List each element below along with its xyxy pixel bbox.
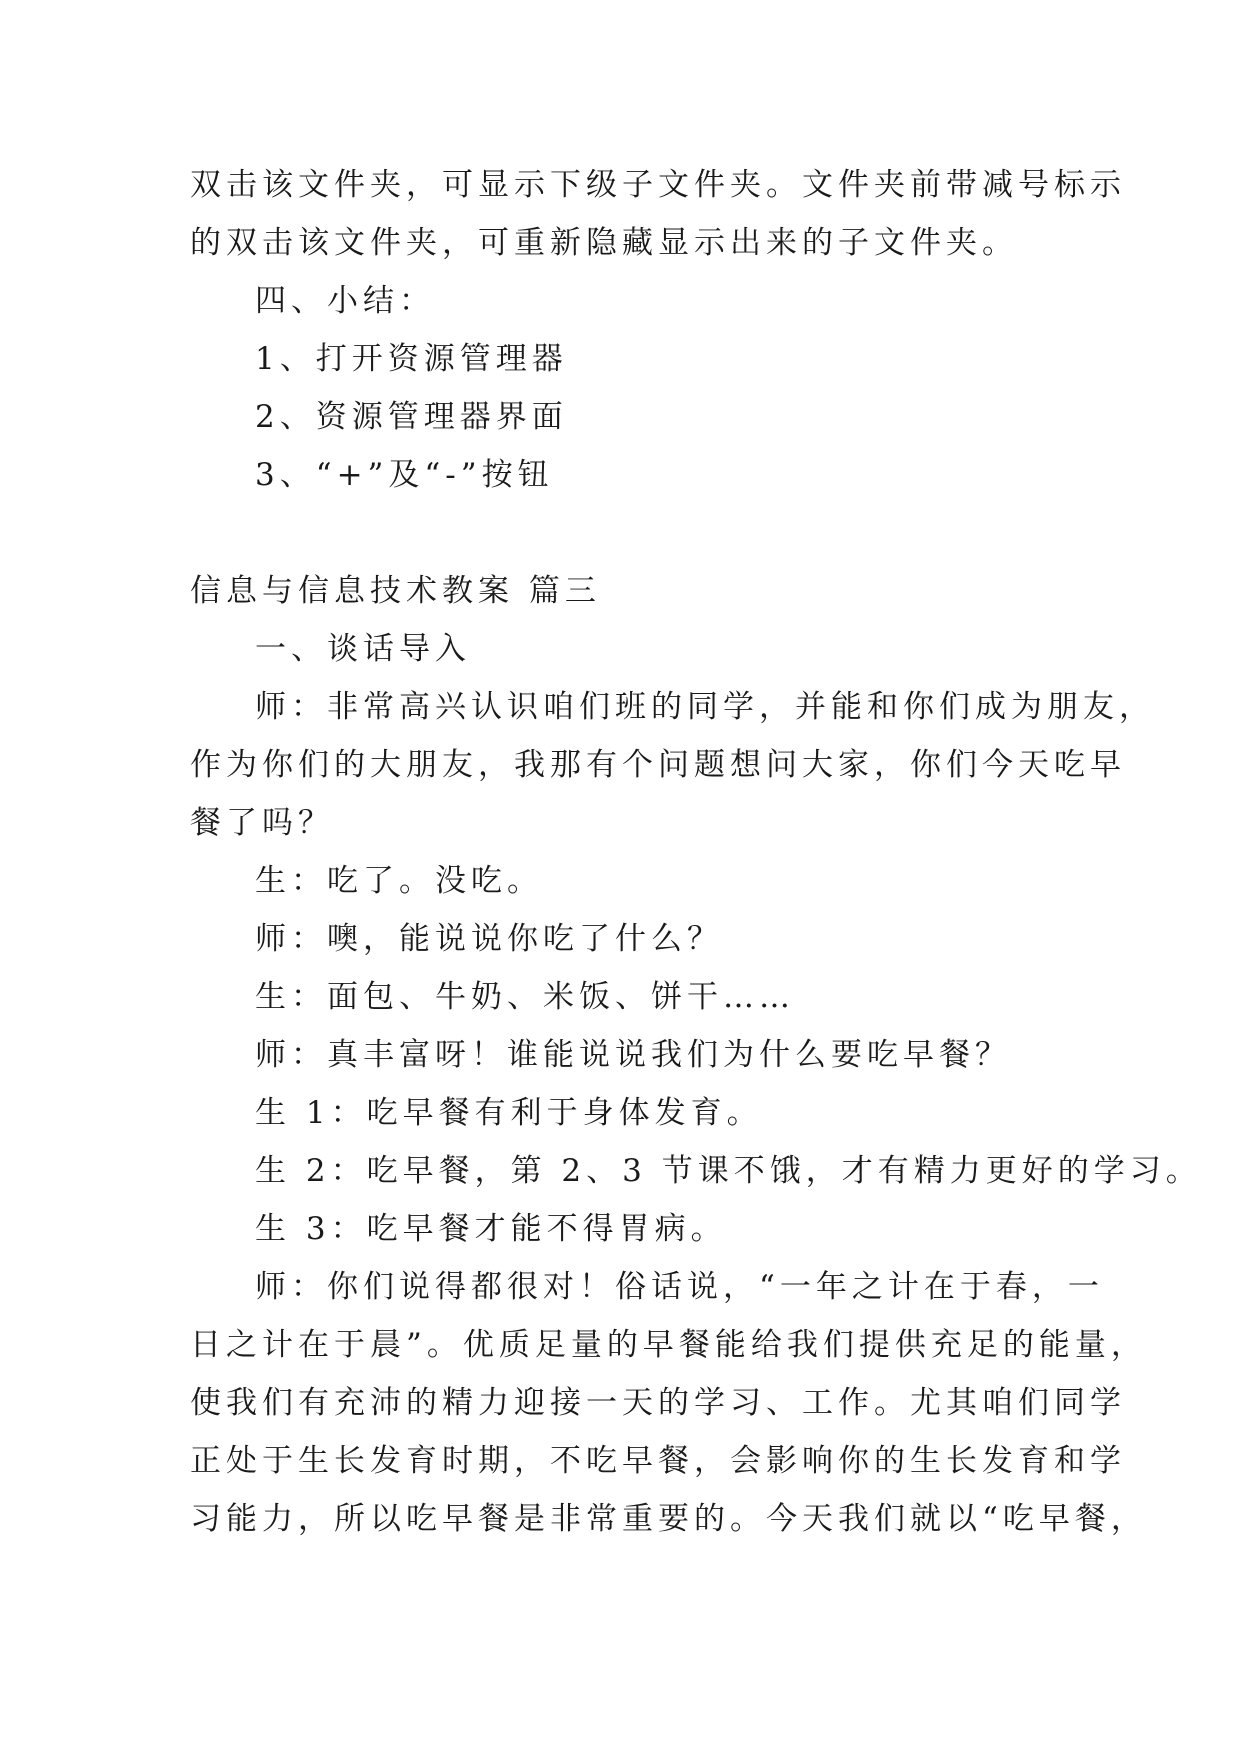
list-item: 1、打开资源管理器 [255, 341, 568, 377]
dialogue-line: 生 1：吃早餐有利于身体发育。 [255, 1095, 763, 1131]
paragraph-line: 师：非常高兴认识咱们班的同学，并能和你们成为朋友， [255, 689, 1155, 725]
paragraph-line: 的双击该文件夹，可重新隐藏显示出来的子文件夹。 [190, 225, 1018, 261]
paragraph-line: 餐了吗？ [190, 805, 334, 841]
dialogue-line: 师：噢，能说说你吃了什么？ [255, 921, 723, 957]
paragraph-line: 双击该文件夹，可显示下级子文件夹。文件夹前带减号标示 [190, 167, 1126, 203]
list-item: 3、“+”及“-”按钮 [255, 457, 554, 493]
section-heading: 一、谈话导入 [255, 631, 471, 667]
paragraph-line: 作为你们的大朋友，我那有个问题想问大家，你们今天吃早 [190, 747, 1126, 783]
dialogue-line: 生：吃了。没吃。 [255, 863, 543, 899]
dialogue-line: 师：真丰富呀！谁能说说我们为什么要吃早餐？ [255, 1037, 1011, 1073]
dialogue-line: 生 2：吃早餐，第 2、3 节课不饿，才有精力更好的学习。 [255, 1153, 1202, 1189]
paragraph-line: 日之计在于晨”。优质足量的早餐能给我们提供充足的能量， [190, 1327, 1147, 1363]
dialogue-line: 生：面包、牛奶、米饭、饼干…… [255, 979, 795, 1015]
section-title: 信息与信息技术教案 篇三 [190, 573, 601, 609]
paragraph-line: 正处于生长发育时期，不吃早餐，会影响你的生长发育和学 [190, 1443, 1126, 1479]
dialogue-line: 生 3：吃早餐才能不得胃病。 [255, 1211, 727, 1247]
paragraph-line: 习能力，所以吃早餐是非常重要的。今天我们就以“吃早餐， [190, 1501, 1147, 1537]
section-heading: 四、小结： [255, 283, 435, 319]
paragraph-line: 师：你们说得都很对！俗话说，“一年之计在于春，一 [255, 1269, 1104, 1305]
list-item: 2、资源管理器界面 [255, 399, 568, 435]
paragraph-line: 使我们有充沛的精力迎接一天的学习、工作。尤其咱们同学 [190, 1385, 1126, 1421]
